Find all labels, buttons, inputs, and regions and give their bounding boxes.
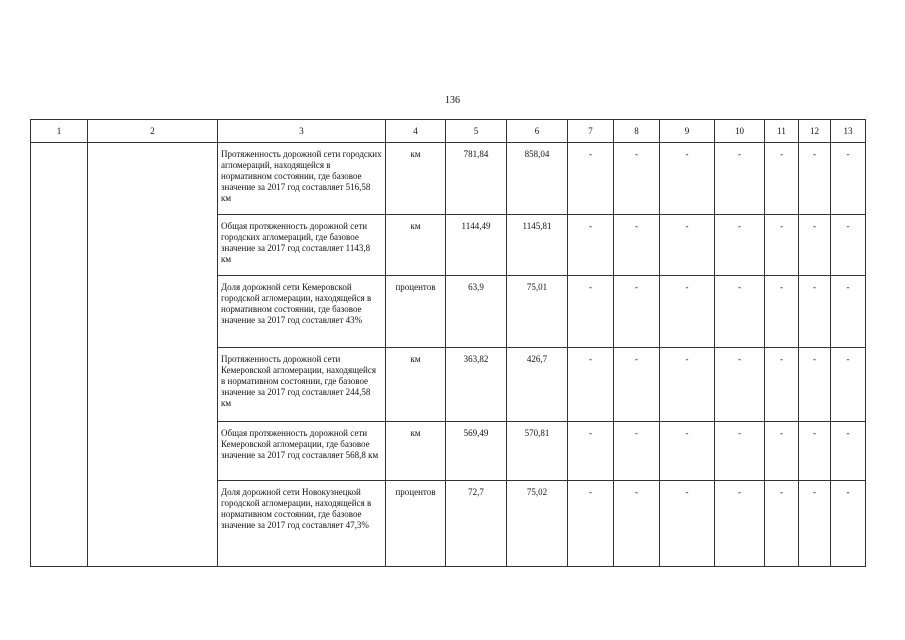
column-header: 13 xyxy=(831,120,866,143)
table-row xyxy=(31,143,866,215)
value-cell: - xyxy=(614,276,660,348)
indicator-cell: Доля дорожной сети Кемеровской городской агломерации, находящейся в нормативном состоянии, где базовое значение за 2017 год составляет 43% xyxy=(218,276,386,348)
value-cell: - xyxy=(799,276,831,348)
value-cell: 75,01 xyxy=(507,276,568,348)
value-cell: 570,81 xyxy=(507,422,568,481)
value-cell: - xyxy=(799,481,831,567)
value-cell: - xyxy=(568,276,614,348)
value-cell: - xyxy=(660,215,715,276)
value-cell: - xyxy=(660,348,715,422)
value-cell: 858,04 xyxy=(507,143,568,215)
value-cell: - xyxy=(715,422,765,481)
column-header: 7 xyxy=(568,120,614,143)
unit-cell: км xyxy=(386,143,446,215)
indicator-cell: Общая протяженность дорожной сети городских агломераций, где базовое значение за 2017 год составляет 1143,8 км xyxy=(218,215,386,276)
column-header: 2 xyxy=(88,120,218,143)
unit-cell: км xyxy=(386,348,446,422)
value-cell: 75,02 xyxy=(507,481,568,567)
value-cell: - xyxy=(660,422,715,481)
column-header: 8 xyxy=(614,120,660,143)
indicator-cell: Протяженность дорожной сети Кемеровской агломерации, находящейся в нормативном состоянии, где базовое значение за 2017 год составляет 244,58 км xyxy=(218,348,386,422)
indicator-cell: Протяженность дорожной сети городских агломераций, находящейся в нормативном состоянии, где базовое значение за 2017 год составляет 516,58 км xyxy=(218,143,386,215)
value-cell: - xyxy=(660,481,715,567)
value-cell: - xyxy=(799,422,831,481)
page-number: 136 xyxy=(445,95,460,106)
unit-cell: процентов xyxy=(386,481,446,567)
unit-cell: км xyxy=(386,215,446,276)
value-cell: - xyxy=(831,143,866,215)
value-cell: 63,9 xyxy=(446,276,507,348)
column-header: 5 xyxy=(446,120,507,143)
value-cell: - xyxy=(765,143,799,215)
column-header: 11 xyxy=(765,120,799,143)
unit-cell: процентов xyxy=(386,276,446,348)
value-cell: - xyxy=(614,481,660,567)
value-cell: - xyxy=(715,143,765,215)
column-header: 10 xyxy=(715,120,765,143)
value-cell: - xyxy=(660,276,715,348)
column-header: 3 xyxy=(218,120,386,143)
value-cell: - xyxy=(614,348,660,422)
value-cell: - xyxy=(614,143,660,215)
empty-cell-col2 xyxy=(88,143,218,567)
value-cell: 426,7 xyxy=(507,348,568,422)
value-cell: - xyxy=(831,422,866,481)
value-cell: - xyxy=(831,481,866,567)
value-cell: - xyxy=(568,348,614,422)
value-cell: 1145,81 xyxy=(507,215,568,276)
value-cell: - xyxy=(568,143,614,215)
header-row xyxy=(31,120,866,143)
value-cell: - xyxy=(614,215,660,276)
column-header: 12 xyxy=(799,120,831,143)
value-cell: - xyxy=(715,481,765,567)
value-cell: 781,84 xyxy=(446,143,507,215)
value-cell: - xyxy=(765,348,799,422)
value-cell: - xyxy=(765,276,799,348)
empty-cell-col1 xyxy=(31,143,88,567)
value-cell: - xyxy=(715,215,765,276)
value-cell: 72,7 xyxy=(446,481,507,567)
value-cell: - xyxy=(568,215,614,276)
value-cell: - xyxy=(765,215,799,276)
column-header: 1 xyxy=(31,120,88,143)
value-cell: 569,49 xyxy=(446,422,507,481)
value-cell: - xyxy=(765,481,799,567)
value-cell: - xyxy=(660,143,715,215)
column-header: 9 xyxy=(660,120,715,143)
value-cell: - xyxy=(799,348,831,422)
value-cell: - xyxy=(799,215,831,276)
column-header: 4 xyxy=(386,120,446,143)
value-cell: - xyxy=(831,215,866,276)
value-cell: - xyxy=(715,348,765,422)
value-cell: - xyxy=(799,143,831,215)
indicators-table xyxy=(30,119,866,567)
unit-cell: км xyxy=(386,422,446,481)
indicator-cell: Общая протяженность дорожной сети Кемеровской агломерации, где базовое значение за 2017 год составляет 568,8 км xyxy=(218,422,386,481)
value-cell: 1144,49 xyxy=(446,215,507,276)
value-cell: - xyxy=(568,481,614,567)
value-cell: - xyxy=(831,348,866,422)
value-cell: - xyxy=(831,276,866,348)
value-cell: - xyxy=(765,422,799,481)
value-cell: 363,82 xyxy=(446,348,507,422)
column-header: 6 xyxy=(507,120,568,143)
value-cell: - xyxy=(568,422,614,481)
value-cell: - xyxy=(614,422,660,481)
indicator-cell: Доля дорожной сети Новокузнецкой городской агломерации, находящейся в нормативном состоянии, где базовое значение за 2017 год составляет 47,3% xyxy=(218,481,386,567)
value-cell: - xyxy=(715,276,765,348)
